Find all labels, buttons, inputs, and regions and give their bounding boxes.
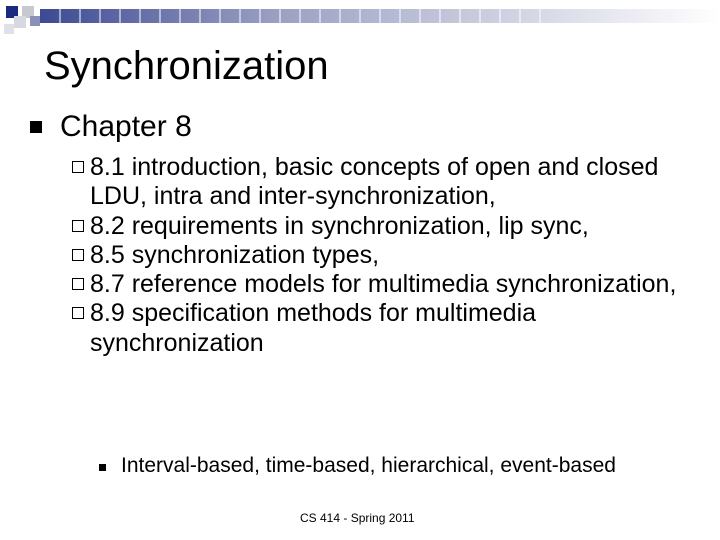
list-item <box>72 212 702 241</box>
list-item-text: 8.7 reference models for multimedia synchronization, <box>90 270 677 299</box>
list-item <box>72 270 702 299</box>
small-square-bullet-icon <box>99 464 106 471</box>
sub-item-text: Interval-based, time-based, hierarchical, event-based <box>121 454 616 477</box>
list-item <box>72 153 702 212</box>
title-decoration <box>0 0 720 40</box>
slide-title: Synchronization <box>44 44 329 88</box>
checkbox-bullet-icon <box>72 161 84 173</box>
square-bullet-icon <box>30 121 42 133</box>
list-item <box>72 241 702 270</box>
list-item <box>72 299 702 358</box>
checkbox-bullet-icon <box>72 307 84 319</box>
checkbox-bullet-icon <box>72 220 84 232</box>
deco-square-5 <box>4 24 14 34</box>
slide-footer: CS 414 - Spring 2011 <box>300 511 415 525</box>
list-item-text: 8.5 synchronization types, <box>90 240 380 269</box>
topic-list <box>72 153 702 358</box>
list-item-text: 8.9 specification methods for multimedia synchronization <box>90 299 537 357</box>
deco-square-4 <box>30 16 40 26</box>
checkbox-bullet-icon <box>72 278 84 290</box>
list-item-text: 8.1 introduction, basic concepts of open and closed LDU, intra and inter-synchronization, <box>90 153 659 211</box>
checkbox-bullet-icon <box>72 249 84 261</box>
chapter-heading: Chapter 8 <box>60 110 192 143</box>
deco-square-3 <box>14 16 26 28</box>
list-item-text: 8.2 requirements in synchronization, lip sync, <box>90 211 589 240</box>
